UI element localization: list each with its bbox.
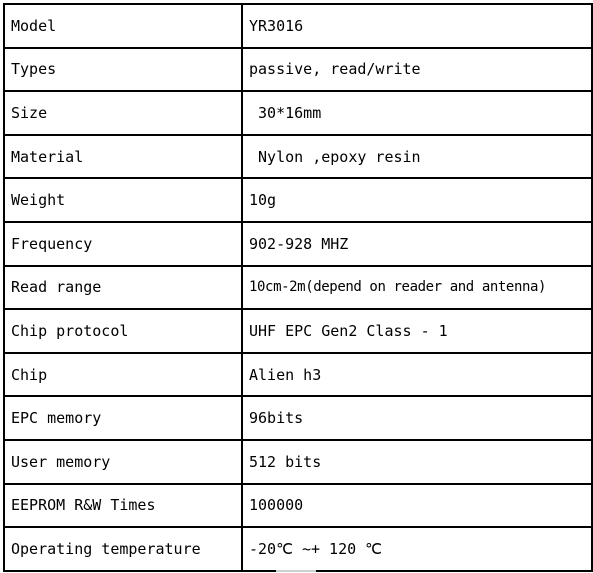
table-row-weight	[4, 178, 592, 222]
spec-label: User memory	[4, 440, 242, 484]
table-row-operating-temperature	[4, 527, 592, 571]
spec-value: 10cm-2m(depend on reader and antenna)	[242, 266, 592, 310]
table-row-user-memory	[4, 440, 592, 484]
spec-label: Model	[4, 4, 242, 48]
spec-label: Frequency	[4, 222, 242, 266]
spec-label: Chip protocol	[4, 309, 242, 353]
spec-table	[3, 3, 593, 572]
spec-value: 10g	[242, 178, 592, 222]
table-row-eeprom	[4, 484, 592, 528]
table-row-size	[4, 91, 592, 135]
spec-value: passive, read/write	[242, 48, 592, 92]
table-row-frequency	[4, 222, 592, 266]
spec-table-body	[4, 4, 592, 571]
spec-label: Weight	[4, 178, 242, 222]
spec-label: Read range	[4, 266, 242, 310]
spec-value: Nylon ,epoxy resin	[242, 135, 592, 179]
spec-label: Types	[4, 48, 242, 92]
spec-value: 96bits	[242, 396, 592, 440]
spec-value: 902-928 MHZ	[242, 222, 592, 266]
table-row-material	[4, 135, 592, 179]
spec-value: 30*16mm	[242, 91, 592, 135]
spec-value: Alien h3	[242, 353, 592, 397]
spec-value: UHF EPC Gen2 Class - 1	[242, 309, 592, 353]
spec-label: Material	[4, 135, 242, 179]
table-row-read-range	[4, 266, 592, 310]
table-row-chip-protocol	[4, 309, 592, 353]
spec-value: 512 bits	[242, 440, 592, 484]
spec-value: 100000	[242, 484, 592, 528]
spec-label: EPC memory	[4, 396, 242, 440]
table-row-model	[4, 4, 592, 48]
spec-label: Operating temperature	[4, 527, 242, 571]
spec-label: Size	[4, 91, 242, 135]
bottom-divider-mark	[276, 570, 316, 572]
table-row-types	[4, 48, 592, 92]
spec-value: YR3016	[242, 4, 592, 48]
table-row-chip	[4, 353, 592, 397]
table-row-epc-memory	[4, 396, 592, 440]
spec-value: -20℃ ~+ 120 ℃	[242, 527, 592, 571]
spec-label: EEPROM R&W Times	[4, 484, 242, 528]
spec-label: Chip	[4, 353, 242, 397]
